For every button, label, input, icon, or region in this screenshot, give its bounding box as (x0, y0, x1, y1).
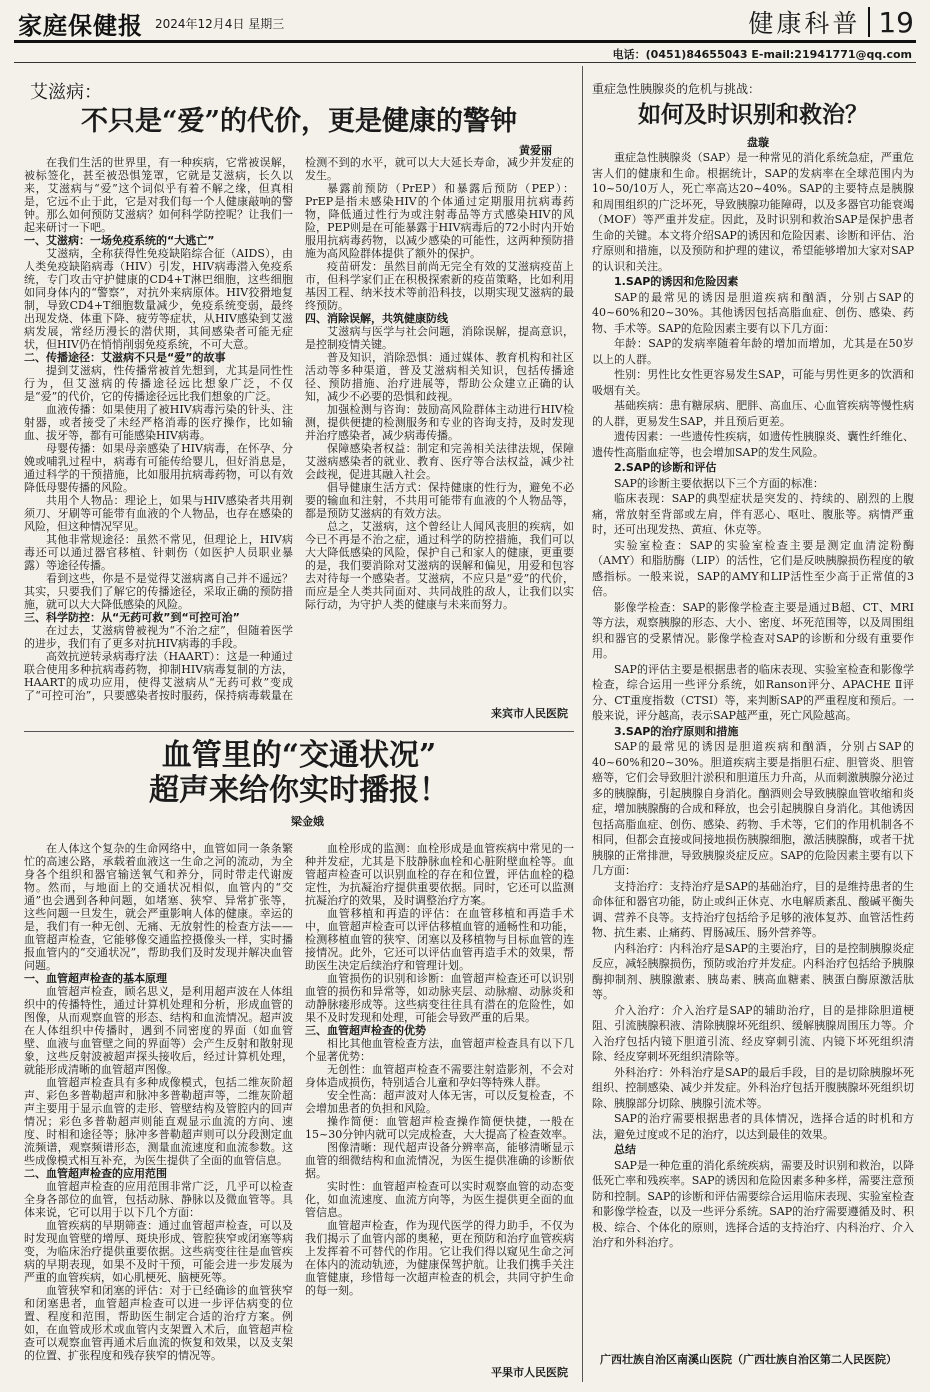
article-aids-header (24, 78, 574, 158)
paragraph: 艾滋病，全称获得性免疫缺陷综合征（AIDS），由人类免疫缺陷病毒（HIV）引发，HIV病毒潜入免疫系统，专门攻击守护健康的CD4+T淋巴细胞，这些细胞如同身体内的“警察”，对抗外来病原体。HIV狡猾地复制，导致CD4+T细胞数量减少，免疫系统变弱，最终出现发烧、体重下降、疲劳等症状，从HIV感染到艾滋病发展，常经历漫长的潜伏期，其间感染者可能无症状，但HIV仍在悄悄削弱免疫系统，不可大意。 (24, 247, 293, 351)
section-heading: 总结 (614, 1143, 636, 1156)
paragraph: 相比其他血管检查方法，血管超声检查具有以下几个显著优势： (305, 1037, 574, 1063)
paragraph: 在人体这个复杂的生命网络中，血管如同一条条繁忙的高速公路，承载着血液这一生命之河的流动，为全身各个组织和器官输送氧气和养分，同时带走代谢废物。然而，与地面上的交通状况相似，血管内的“交通”也会遇到各种问题，如堵塞、狭窄、异常扩张等，这些问题一旦发生，就会严重影响人体的健康。幸运的是，我们有一种无创、无痛、无放射性的检查方法——血管超声检查，它能够像交通监控摄像头一样，实时播报血管内的“交通状况”，帮助我们及时发现并解决血管问题。 (24, 842, 293, 972)
paragraph: 年龄：SAP的发病率随着年龄的增加而增加，尤其是在50岁以上的人群。 (592, 337, 914, 366)
paragraph: 血管移植和再造的评估：在血管移植和再造手术中，血管超声检查可以评估移植血管的通畅性和功能，检测移植血管的狭窄、闭塞以及移植物与目标血管的连接情况。此外，它还可以评估血管再造手术的效果，帮助医生决定后续治疗和管理计划。 (305, 907, 574, 972)
paragraph: 血管超声检查，作为现代医学的得力助手，不仅为我们揭示了血管内部的奥秘，更在预防和治疗血管疾病上发挥着不可替代的作用。它让我们得以窥见生命之河在体内的流动轨迹，为健康保驾护航。让我们携手关注血管健康，珍惜每一次超声检查的机会，共同守护生命的每一刻。 (305, 1219, 574, 1297)
paragraph: 无创性：血管超声检查不需要注射造影剂，不会对身体造成损伤，特别适合儿童和孕妇等特殊人群。 (305, 1063, 574, 1089)
article-headline-line2: 超声来给你实时播报！ (149, 773, 449, 809)
paragraph: 性别：男性比女性更容易发生SAP，可能与男性更多的饮酒和吸烟有关。 (592, 368, 914, 397)
paragraph: SAP的治疗需要根据患者的具体情况，选择合适的时机和方法，避免过度或不足的治疗，以达到最佳的效果。 (592, 1112, 914, 1141)
article-sap-body (592, 150, 914, 1350)
paragraph: 血管狭窄和闭塞的评估：对于已经确诊的血管狭窄和闭塞患者，血管超声检查可以进一步评估病变的位置、程度和范围，帮助医生制定合适的治疗方案。例如，在血管成形术或血管内支架置入术后，血管超声检查可以观察血管再通术后血流的恢复和效果，以及支架的位置、扩张程度和残存狭窄的情况等。 (24, 1284, 293, 1362)
article-headline: 如何及时识别和救治？ (638, 101, 868, 128)
paragraph: 血管超声检查具有多种成像模式，包括二维灰阶超声、彩色多普勒超声和脉冲多普勒超声等，二维灰阶超声主要用于显示血管的走形、管壁结构及管腔内的回声情况；彩色多普勒超声则能直观显示血流的方向、速度、时相和途径等；脉冲多普勒超声则可以分段测定血流频谱，观察频谱形态，测量血流速度和血流参数。这些成像模式相互补充，为医生提供了全面的血管信息。 (24, 1076, 293, 1167)
paragraph: SAP的评估主要是根据患者的临床表现、实验室检查和影像学检查，综合运用一些评分系统，如Ranson评分、APACHE Ⅱ评分、CT重度指数（CTSI）等，来判断SAP的严重程度和预后。一般来说，评分越高，表示SAP越严重，死亡风险越高。 (592, 662, 914, 722)
page-number: 19 (878, 5, 914, 39)
masthead-divider (868, 7, 870, 37)
paragraph: 在过去，艾滋病曾被视为“不治之症”，但随着医学的进步，我们有了更多对抗HIV病毒的手段。 (24, 624, 293, 650)
paragraph: 加强检测与咨询：鼓励高风险群体主动进行HIV检测，提供便捷的检测服务和专业的咨询支持，及时发现并治疗感染者，减少病毒传播。 (305, 403, 574, 442)
paragraph: 操作简便：血管超声检查操作简便快捷，一般在15~30分钟内就可以完成检查，大大提高了检查效率。 (305, 1115, 574, 1141)
paragraph: 倡导健康生活方式：保持健康的性行为，避免不必要的输血和注射，不共用可能带有血液的个人物品等，都是预防艾滋病的有效方法。 (305, 481, 574, 520)
paragraph: 重症急性胰腺炎（SAP）是一种常见的消化系统急症，严重危害人们的健康和生命。根据统计，SAP的发病率在全球范围内为10~50/10万人，死亡率高达20~40%。SAP的主要特点是胰腺和周围组织的广泛坏死，导致胰腺功能障碍，以及多器官功能衰竭（MOF）等严重并发症。因此，及时识别和救治SAP是保护患者生命的关键。本文将介绍SAP的诱因和危险因素、诊断和评估、治疗原则和措施，以及预防和护理的建议，希望能够增加大家对SAP的认识和关注。 (592, 151, 914, 273)
paragraph: 艾滋病与医学与社会问题，消除误解，提高意识，是控制疫情关键。 (305, 325, 574, 351)
paragraph: 影像学检查：SAP的影像学检查主要是通过B超、CT、MRI等方法，观察胰腺的形态、大小、密度、坏死范围等，以及周围组织和器官的受累情况。影像学检查对SAP的诊断和分级有重要作用。 (592, 600, 914, 660)
masthead-rule (14, 40, 916, 43)
paragraph: 基础疾病：患有糖尿病、肥胖、高血压、心血管疾病等慢性病的人群，更易发生SAP，并且预后更差。 (592, 399, 914, 428)
masthead-right (748, 4, 914, 40)
paragraph: 支持治疗：支持治疗是SAP的基础治疗，目的是维持患者的生命体征和器官功能，防止或纠正休克、水电解质紊乱、酸碱平衡失调、营养不良等。支持治疗包括给予足够的液体复苏、血管活性药物、抗生素、止痛药、胃肠减压、肠外营养等。 (592, 879, 914, 939)
paragraph: 血管损伤的识别和诊断：血管超声检查还可以识别血管的损伤和异常等，如动脉夹层、动脉瘤、动脉炎和动静脉瘘形成等。这些病变往往具有潜在的危险性，如果不及时发现和处理，可能会导致严重的后果。 (305, 972, 574, 1024)
article-author: 梁金娥 (291, 814, 324, 828)
paragraph: 临床表现：SAP的典型症状是突发的、持续的、剧烈的上腹痛，常放射至背部或左肩，伴有恶心、呕吐、腹胀等。病情严重时，还可出现发热、黄疸、休克等。 (592, 492, 914, 536)
contact-line: 电话：(0451)84655043 E-mail:21941771@qq.com (612, 48, 912, 61)
section-heading: 三、科学防控：从“无药可救”到“可控可治” (24, 611, 240, 624)
section-heading: 三、血管超声检查的优势 (305, 1024, 426, 1037)
article-author: 黄爱丽 (519, 143, 552, 157)
paragraph: 血管超声检查的应用范围非常广泛，几乎可以检查全身各部位的血管，包括动脉、静脉以及微血管等。具体来说，它可以用于以下几个方面： (24, 1180, 293, 1219)
issue-date: 2024年12月4日 星期三 (155, 16, 285, 31)
paper-name: 家庭保健报 (18, 11, 143, 40)
section-heading: 二、传播途径：艾滋病不只是“爱”的故事 (24, 351, 226, 364)
section-heading: 3.SAP的治疗原则和措施 (614, 724, 739, 738)
paragraph: 遗传因素：一些遗传性疾病，如遗传性胰腺炎、囊性纤维化、遗传性高脂血症等，也会增加SAP的发生风险。 (592, 430, 914, 459)
paragraph: 提到艾滋病，性传播常被首先想到，尤其是同性性行为，但艾滋病的传播途径远比想象广泛，不仅是“爱”的代价，它的传播途径远比我们想象的广泛。 (24, 364, 293, 403)
paragraph: SAP是一种危重的消化系统疾病，需要及时识别和救治，以降低死亡率和残疾率。SAP的诱因和危险因素多种多样，需要注意预防和控制。SAP的诊断和评估需要综合运用临床表现、实验室检查和影像学检查，以及一些评分系统。SAP的治疗需要遵循及时、积极、综合、个体化的原则，选择合适的支持治疗、内科治疗、介入治疗和外科治疗。 (592, 1158, 914, 1249)
section-heading: 2.SAP的诊断和评估 (614, 461, 717, 474)
section-heading: 四、消除误解，共筑健康防线 (305, 312, 448, 325)
paragraph: SAP的诊断主要依据以下三个方面的标准： (614, 476, 824, 490)
paragraph: 疫苗研发：虽然目前尚无完全有效的艾滋病疫苗上市，但科学家们正在积极探索新的疫苗策略，比如利用基因工程、纳米技术等前沿科技，以期实现艾滋病的最终预防。 (305, 260, 574, 312)
paragraph: 看到这些，你是不是觉得艾滋病离自己并不遥远？其实，只要我们了解它的传播途径，采取正确的预防措施，就可以大大降低感染的风险。 (24, 572, 293, 611)
article-headline: 不只是“爱”的代价，更是健康的警钟 (80, 106, 518, 137)
article-kicker: 艾滋病： (30, 82, 102, 103)
paragraph: 母婴传播：如果母亲感染了HIV病毒，在怀孕、分娩或哺乳过程中，病毒有可能传给婴儿，但好消息是，通过科学的干预措施，比如服用抗病毒药物，可以有效降低母婴传播的风险。 (24, 442, 293, 494)
article-headline-line1: 血管里的“交通状况” (161, 738, 437, 773)
paragraph: 共用个人物品：理论上，如果与HIV感染者共用剃须刀、牙刷等可能带有血液的个人物品，也存在感染的风险，但这种情况罕见。 (24, 494, 293, 533)
paragraph: 外科治疗：外科治疗是SAP的最后手段，目的是切除胰腺坏死组织、控制感染、减少并发症。外科治疗包括开腹胰腺坏死组织切除、胰腺部分切除、胰腺引流术等。 (592, 1065, 914, 1110)
article-kicker: 重症急性胰腺炎的危机与挑战： (592, 82, 761, 96)
article-sap-header (592, 80, 914, 150)
section-name: 健康科普 (748, 9, 861, 38)
masthead-left (18, 6, 284, 40)
article-source: 广西壮族自治区南溪山医院（广西壮族自治区第二人民医院） (600, 1353, 897, 1366)
article-ultrasound-body (24, 842, 574, 1362)
article-source: 来宾市人民医院 (491, 707, 568, 720)
header-rule (14, 62, 916, 63)
section-heading: 1.SAP的诱因和危险因素 (614, 275, 739, 288)
article-source: 平果市人民医院 (491, 1366, 568, 1379)
paragraph: 在我们生活的世界里，有一种疾病，它常被误解，被标签化，甚至被恐惧笼罩，它就是艾滋病，长久以来，艾滋病与“爱”这个词似乎有着不解之缘，但真相是，它远不止于此，它是对我们每一个人健康敲响的警钟。那么如何预防艾滋病？如何科学防控呢？让我们一起来研讨一下吧。 (24, 156, 293, 234)
section-heading: 一、血管超声检查的基本原理 (24, 972, 167, 985)
column-divider (582, 66, 583, 1382)
article-aids-body (24, 156, 574, 704)
paragraph: SAP的最常见的诱因是胆道疾病和酗酒，分别占SAP的40~60%和20~30%。胆道疾病主要是指胆石症、胆管炎、胆管癌等，它们会导致胆汁淤积和胆道压力升高，从而刺激胰腺分泌过多的胰腺酶，引起胰腺自身消化。酗酒则会导致胰腺血管收缩和炎症，增加胰腺酶的合成和释放，也会引起胰腺自身消化。其他诱因包括高脂血症、创伤、感染、药物、手术等，它们的作用机制各不相同，但都会直接或间接地损伤胰腺细胞，激活胰腺酶，或者干扰胰腺的正常排泄，导致胰腺炎症反应。SAP的危险因素主要有以下几方面： (592, 740, 914, 877)
paragraph: 血栓形成的监测：血栓形成是血管疾病中常见的一种并发症，尤其是下肢静脉血栓和心脏附壁血栓等。血管超声检查可以识别血栓的存在和位置，评估血栓的稳定性，为抗凝治疗提供重要依据。同时，它还可以监测抗凝治疗的效果，及时调整治疗方案。 (305, 842, 574, 907)
paragraph: 总之，艾滋病，这个曾经让人闻风丧胆的疾病，如今已不再是不治之症，通过科学的防控措施，我们可以大大降低感染的风险，保护自己和家人的健康，更重要的是，我们要消除对艾滋病的误解和偏见，用爱和包容去对待每一个感染者。艾滋病，不应只是“爱”的代价，而应是全人类共同面对、共同战胜的敌人，让我们以实际行动，为守护人类的健康与未来而努力。 (305, 520, 574, 611)
article-author: 盘璇 (747, 136, 769, 150)
paragraph: 普及知识，消除恐惧：通过媒体、教育机构和社区活动等多种渠道，普及艾滋病相关知识，包括传播途径、预防措施、治疗进展等，帮助公众建立正确的认知，减少不必要的恐惧和歧视。 (305, 351, 574, 403)
paragraph: 保障感染者权益：制定和完善相关法律法规，保障艾滋病感染者的就业、教育、医疗等合法权益，减少社会歧视，促进其融入社会。 (305, 442, 574, 481)
paragraph: 安全性高：超声波对人体无害，可以反复检查，不会增加患者的负担和风险。 (305, 1089, 574, 1115)
paragraph: SAP的最常见的诱因是胆道疾病和酗酒，分别占SAP的40~60%和20~30%。其他诱因包括高脂血症、创伤、感染、药物、手术等。SAP的危险因素主要有以下几方面： (592, 290, 914, 335)
paragraph: 血管超声检查，顾名思义，是利用超声波在人体组织中的传播特性，通过计算机处理和分析，形成血管的图像，从而观察血管的形态、结构和血流情况。超声波在人体组织中传播时，遇到不同密度的界面（如血管壁、血液与血管壁之间的界面等）会产生反射和散射现象，这些反射波被超声探头接收后，经过计算机处理，就能形成清晰的血管超声图像。 (24, 985, 293, 1076)
paragraph: 介入治疗：介入治疗是SAP的辅助治疗，目的是排除胆道梗阻、引流胰腺积液、清除胰腺坏死组织、缓解胰腺周围压力等。介入治疗包括内镜下胆道引流、经皮穿刺引流、内镜下坏死组织清除、经皮穿刺坏死组织清除等。 (592, 1003, 914, 1063)
article-divider (24, 731, 574, 732)
section-heading: 二、血管超声检查的应用范围 (24, 1167, 167, 1180)
paragraph: 实验室检查：SAP的实验室检查主要是测定血清淀粉酶（AMY）和脂肪酶（LIP）的活性，它们是反映胰腺损伤程度的敏感指标。一般来说，SAP的AMY和LIP活性至少高于正常值的3倍。 (592, 538, 914, 598)
paragraph: 实时性：血管超声检查可以实时观察血管的动态变化，如血流速度、血流方向等，为医生提供更全面的血管信息。 (305, 1180, 574, 1219)
article-ultrasound-header (24, 738, 574, 829)
paragraph: 内科治疗：内科治疗是SAP的主要治疗，目的是控制胰腺炎症反应，减轻胰腺损伤，预防或治疗并发症。内科治疗包括给予胰腺酶抑制剂、胰腺激素、胰岛素、胰高血糖素、胰蛋白酶原激活肽等。 (592, 941, 914, 1001)
paragraph: 高效抗逆转录病毒疗法（HAART）：这是一种通过联合使用多种抗病毒药物，抑制HIV病毒复制的方法，HAART的成功应用，使得艾滋病从“无药可救”变成了“可控可治”，只要感染者按时服药，保持病毒载量在检测不到的水平，就可以大大延长寿命，减少并发症的发生。 (24, 156, 574, 702)
paragraph: 血液传播：如果使用了被HIV病毒污染的针头、注射器，或者接受了未经严格消毒的医疗操作，比如输血、拔牙等，都有可能感染HIV病毒。 (24, 403, 293, 442)
paragraph: 血管疾病的早期筛查：通过血管超声检查，可以及时发现血管壁的增厚、斑块形成、管腔狭窄或闭塞等病变，为临床治疗提供重要依据。这些病变往往是血管疾病的早期表现，如果不及时干预，可能会进一步发展为严重的血管疾病，如心肌梗死、脑梗死等。 (24, 1219, 293, 1284)
paragraph: 其他非常规途径：虽然不常见，但理论上，HIV病毒还可以通过器官移植、针刺伤（如医护人员职业暴露）等途径传播。 (24, 533, 293, 572)
paragraph: 暴露前预防（PrEP）和暴露后预防（PEP）：PrEP是指未感染HIV的个体通过定期服用抗病毒药物，降低通过性行为或注射毒品等方式感染HIV的风险，PEP则是在可能暴露于HIV病毒后的72小时内开始服用抗病毒药物，以减少感染的可能性，这两种预防措施为高风险群体提供了额外的保护。 (305, 182, 574, 260)
paragraph: 图像清晰：现代超声设备分辨率高，能够清晰显示血管的细微结构和血流情况，为医生提供准确的诊断依据。 (305, 1141, 574, 1180)
section-heading: 一、艾滋病：一场免疫系统的“大逃亡” (24, 234, 215, 247)
